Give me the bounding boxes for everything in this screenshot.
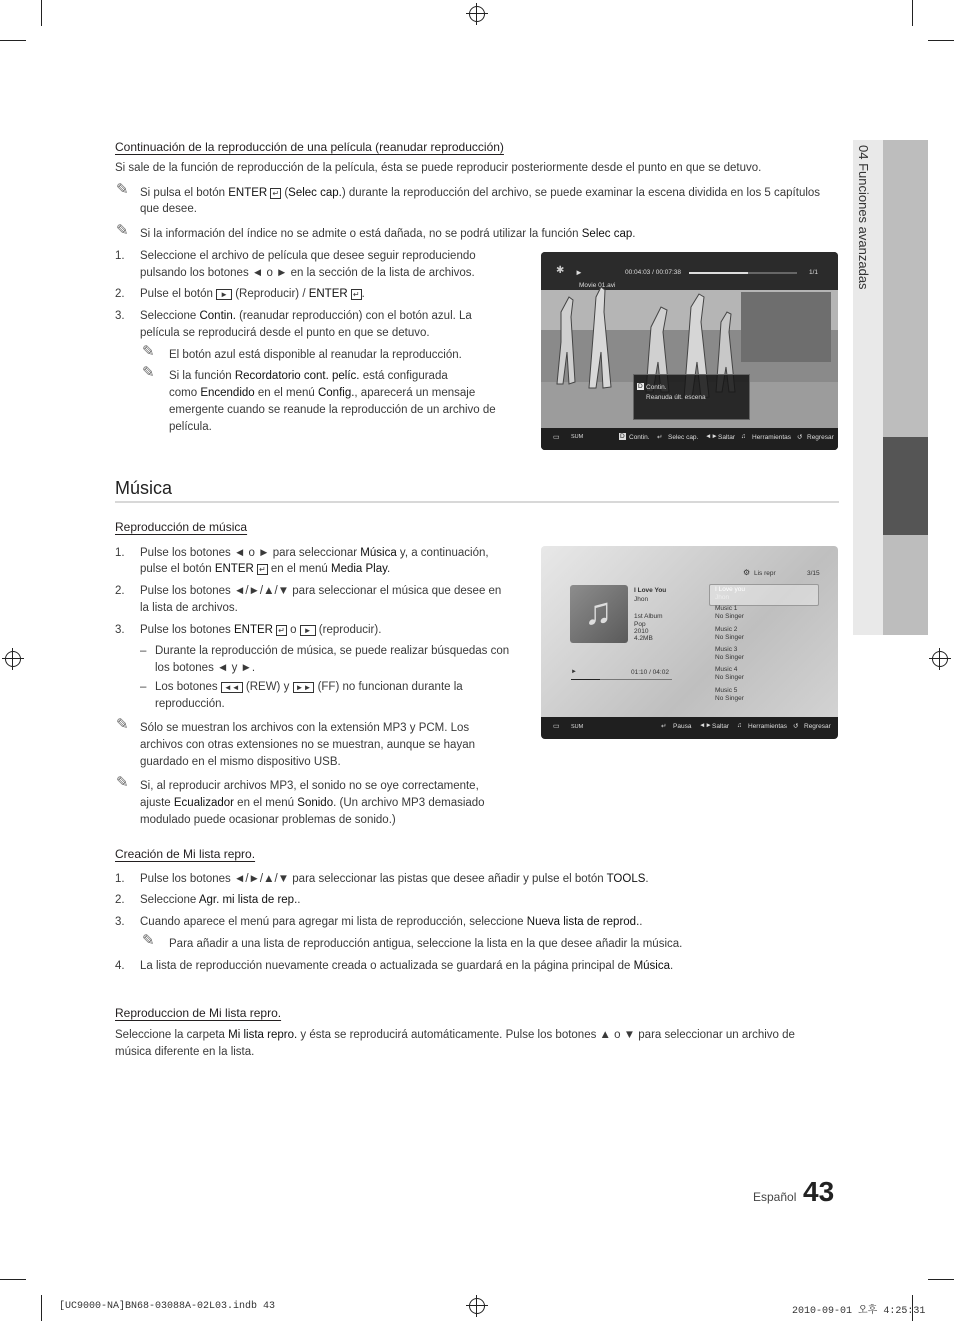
bar-selec-cap: Selec cap. [668, 434, 699, 441]
music-screen [541, 546, 838, 739]
section-title-playlist: Creación de Mi lista repro. [115, 847, 256, 861]
playlist-step-1: Pulse los botones ◄/►/▲/▼ para seleccionar las pistas que desee añadir y pulse el botón TOOLS. [140, 873, 649, 885]
step-number: 2. [115, 585, 125, 597]
playlist-item-artist: Jhon [715, 594, 730, 601]
bar-regresar: Regresar [807, 434, 834, 441]
chapter-label: 04 Funciones avanzadas [856, 145, 871, 290]
music-step-1-cont: pulse el botón ENTER ↵ en el menú Media Play. [140, 563, 391, 575]
resume-subnote-2: Si la función Recordatorio cont. pelíc. está configurada [169, 370, 448, 382]
bar-herramientas: Herramientas [748, 723, 788, 730]
enter-icon: ↵ [657, 434, 663, 441]
popup-resume: Reanuda últ. escena [646, 394, 706, 401]
section-title-resume: Continuación de la reproducción de una película (reanudar reproducción) [115, 140, 504, 154]
resume-step-2: Pulse el botón ► (Reproducir) / ENTER ↵ . [140, 288, 365, 300]
section-title-music: Reproducción de música [115, 520, 248, 534]
step-number: 1. [115, 873, 125, 885]
music-step-1: Pulse los botones ◄ o ► para seleccionar Música y, a continuación, [140, 547, 489, 559]
side-tab-active [883, 437, 928, 535]
music-note-1: Sólo se muestran los archivos con la extensión MP3 y PCM. Los [140, 722, 470, 734]
bar-herramientas: Herramientas [752, 434, 792, 441]
song-artist: Jhon [634, 596, 649, 603]
song-album: 1st Album [634, 613, 663, 620]
playlist-step-2: Seleccione Agr. mi lista de rep.. [140, 894, 301, 906]
bar-saltar: Saltar [718, 434, 735, 441]
registration-mark-bottom [469, 1298, 485, 1314]
music-time: 01:10 / 04:02 [631, 669, 669, 676]
resume-note-2: Si la información del índice no se admite o está dañada, no se podrá utilizar la función Selec cap. [140, 228, 636, 240]
return-icon: ↺ [793, 723, 799, 730]
page-language: Español [753, 1190, 797, 1204]
resume-intro: Si sale de la función de reproducción de la película, ésta se puede reproducir posteriormente desde el punto en que se detuvo. [115, 162, 762, 174]
registration-mark-left [5, 651, 21, 667]
registration-mark-right [932, 651, 948, 667]
note-icon: ✎ [142, 343, 155, 360]
movie-progress [689, 272, 797, 274]
resume-popup [633, 374, 750, 420]
playlist-item-title[interactable]: I Love you [715, 586, 745, 593]
film-icon: ✱ [556, 265, 565, 276]
music-dash-1-cont: los botones ◄ y ►. [155, 662, 256, 674]
note-icon: ✎ [142, 932, 155, 949]
music-note-2-l2: ajuste Ecualizador en el menú Sonido. (Un archivo MP3 demasiado [140, 797, 485, 809]
bar-regresar: Regresar [804, 723, 831, 730]
play-icon: ► [571, 669, 577, 675]
note-icon: ✎ [142, 364, 155, 381]
resume-note-1-cont: que desee. [140, 203, 197, 215]
playlist-item-title[interactable]: Music 1 [715, 605, 738, 612]
music-note-icon: ♫ [584, 591, 613, 633]
heading-musica: Música [115, 478, 173, 498]
playlist-label: Lis repr [754, 570, 776, 577]
music-progress [571, 679, 672, 680]
playlist-count: 3/15 [807, 570, 820, 577]
bar-pausa: Pausa [673, 723, 692, 730]
step-number: 3. [115, 916, 125, 928]
playlist-step-3: Cuando aparece el menú para agregar mi lista de reproducción, seleccione Nueva lista de reprod.. [140, 916, 643, 928]
movie-time: 00:04:03 / 00:07:38 [625, 269, 682, 276]
playlist-item-artist: No Singer [715, 674, 744, 681]
note-icon: ✎ [116, 222, 129, 239]
playlist-item-artist: No Singer [715, 695, 744, 702]
resume-note-1: Si pulsa el botón ENTER ↵ (Selec cap.) durante la reproducción del archivo, se puede examinar la escena dividida en los 5 capítulos [140, 187, 821, 199]
bar-saltar: Saltar [712, 723, 729, 730]
step-number: 2. [115, 894, 125, 906]
music-step-3: Pulse los botones ENTER ↵ o ► (reproducir). [140, 624, 382, 636]
song-size: 4.2MB [634, 635, 653, 642]
movie-filename: Movie 01.avi [579, 282, 616, 289]
arrows-icon: ◄► [699, 722, 712, 729]
resume-step-3: Seleccione Contin. (reanudar reproducción) con el botón azul. La [140, 310, 472, 322]
movie-count: 1/1 [809, 269, 819, 276]
playlist-item-title[interactable]: Music 4 [715, 666, 738, 673]
side-tab-bar [883, 140, 928, 635]
usb-device: SUM [571, 434, 584, 440]
dash: – [140, 645, 147, 657]
resume-subnote-2-l4: película. [169, 421, 212, 433]
playlist-item-title[interactable]: Music 3 [715, 646, 738, 653]
music-note-1-l3: guardado en el mismo dispositivo USB. [140, 756, 341, 768]
popup-contin: Contin. [646, 384, 667, 391]
arrows-icon: ◄► [705, 433, 718, 440]
resume-subnote-2-l2: como Encendido en el menú Config., aparecerá un mensaje [169, 387, 476, 399]
registration-mark-top [469, 6, 485, 22]
step-number: 4. [115, 960, 125, 972]
step-number: 1. [115, 547, 125, 559]
playlist-icon: ⚙ [743, 568, 751, 577]
resume-subnote-1: El botón azul está disponible al reanudar la reproducción. [169, 349, 462, 361]
music-dash-2: Los botones ◄◄ (REW) y ►► (FF) no funcionan durante la [155, 681, 463, 693]
step-number: 3. [115, 310, 125, 322]
playlist-item-title[interactable]: Music 2 [715, 626, 738, 633]
music-note-2: Si, al reproducir archivos MP3, el sonido no se oye correctamente, [140, 780, 479, 792]
dash: – [140, 681, 147, 693]
music-note-1-l2: archivos con otras extensiones no se muestran, aunque se hayan [140, 739, 475, 751]
playlist-step-4: La lista de reproducción nuevamente creada o actualizada se guardará en la página principal de Música. [140, 960, 674, 972]
note-icon: ✎ [116, 774, 129, 791]
tools-icon: ♫ [737, 722, 742, 729]
blue-button-icon: D [620, 433, 625, 440]
blue-button-icon: D [638, 383, 643, 390]
footer-date: 2010-09-01 오후 4:25:31 [792, 1306, 926, 1317]
playlist-item-title[interactable]: Music 5 [715, 687, 738, 694]
movie-screen [541, 252, 838, 450]
song-title: I Love You [634, 587, 667, 594]
resume-subnote-2-l3: emergente cuando se reanude la reproducción de un archivo de [169, 404, 496, 416]
music-step-2: Pulse los botones ◄/►/▲/▼ para seleccionar el música que desee en [140, 585, 502, 597]
usb-icon: ▭ [553, 434, 560, 441]
section-title-play-list: Reproduccion de Mi lista repro. [115, 1006, 282, 1020]
music-dash-2-cont: reproducción. [155, 698, 225, 710]
play-list-text: Seleccione la carpeta Mi lista repro. y ésta se reproducirá automáticamente. Pulse los botones ▲ o ▼ para seleccionar un archivo de [115, 1029, 795, 1041]
playlist-note: Para añadir a una lista de reproducción antigua, seleccione la lista en la que desee añadir la música. [169, 938, 683, 950]
usb-icon: ▭ [553, 723, 560, 730]
heading-rule [115, 501, 839, 503]
return-icon: ↺ [797, 434, 803, 441]
enter-icon: ↵ [661, 723, 667, 730]
note-icon: ✎ [116, 181, 129, 198]
playlist-item-artist: No Singer [715, 634, 744, 641]
playlist-item-artist: No Singer [715, 613, 744, 620]
note-icon: ✎ [116, 716, 129, 733]
album-art [570, 585, 628, 643]
music-step-2-cont: la lista de archivos. [140, 602, 238, 614]
playlist-item-artist: No Singer [715, 654, 744, 661]
step-number: 2. [115, 288, 125, 300]
resume-step-1: Seleccione el archivo de película que desee seguir reproduciendo [140, 250, 476, 262]
play-list-text-cont: música diferente en la lista. [115, 1046, 255, 1058]
music-note-2-l3: modulado puede ocasionar problemas de sonido.) [140, 814, 396, 826]
bar-contin: Contin. [629, 434, 650, 441]
resume-step-3-cont: película se reproducirá desde el punto en que se detuvo. [140, 327, 430, 339]
footer-file: [UC9000-NA]BN68-03088A-02L03.indb 43 [59, 1301, 276, 1312]
page-number: 43 [803, 1176, 835, 1207]
step-number: 3. [115, 624, 125, 636]
music-dash-1: Durante la reproducción de música, se puede realizar búsquedas con [155, 645, 510, 657]
resume-step-1-cont: pulsando los botones ◄ o ► en la sección de la lista de archivos. [140, 267, 475, 279]
step-number: 1. [115, 250, 125, 262]
song-year: 2010 [634, 628, 649, 635]
play-icon: ► [575, 268, 583, 277]
song-genre: Pop [634, 621, 646, 628]
usb-device: SUM [571, 724, 584, 730]
tools-icon: ♫ [741, 433, 746, 440]
